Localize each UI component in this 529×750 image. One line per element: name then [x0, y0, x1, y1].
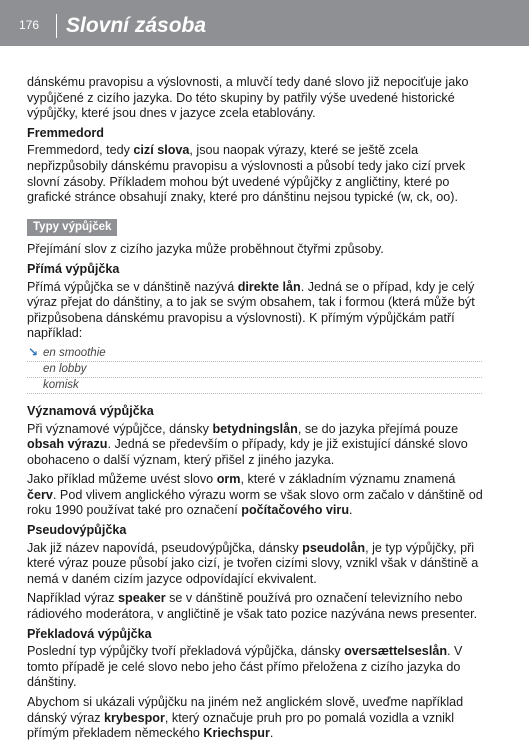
term-bold: speaker — [118, 591, 166, 606]
term-bold: cizí slova — [133, 143, 190, 158]
example-text: komisk — [43, 378, 79, 391]
list-item — [27, 346, 482, 362]
term-bold: červ — [27, 487, 53, 502]
text-run: Abychom si ukázali výpůjčku na jiném než anglickém slově, uveďme například dánský výraz — [27, 695, 464, 725]
text-run: , se do jazyka přejímá pouze — [297, 421, 459, 436]
term-bold: orm — [216, 472, 241, 487]
term-bold: počítačového viru — [241, 503, 350, 518]
term-bold: direkte lån — [237, 279, 301, 294]
page-content — [27, 75, 487, 746]
page-number: 176 — [19, 18, 40, 32]
list-item — [27, 378, 482, 394]
pseudo-paragraph-1 — [27, 541, 487, 588]
text-run: Jak již název napovídá, pseudovýpůjčka, dánsky — [27, 540, 303, 555]
heading-vyznamova: Významová výpůjčka — [27, 403, 154, 418]
page-header — [0, 0, 529, 46]
heading-fremmedord: Fremmedord — [27, 125, 104, 140]
text-run: , které v základním významu znamená — [240, 472, 456, 487]
list-item — [27, 362, 482, 378]
text-run: . Pod vlivem anglického výrazu worm se však slovo orm začalo v dánštině od roku 1990 používat také pro označení — [27, 487, 483, 518]
text-run: , který označuje pruh pro po pomalá vozidla a vznikl přímým překladem německého — [27, 710, 455, 741]
heading-prekladova: Překladová výpůjčka — [27, 626, 152, 641]
example-list — [27, 346, 487, 394]
text-run: . Jedná se o případ, kdy je celý výraz přejat do dánštiny, a to jak se svým obsahem, tak i formou (která může být přizpůsobena dánskému pravopisu a výslovnosti). K přímým výpůjčkám patří například: — [27, 279, 475, 341]
vyznamova-paragraph-2 — [27, 472, 487, 519]
text-run: . — [349, 503, 353, 518]
example-text: en smoothie — [43, 346, 106, 359]
term-bold: krybespor — [104, 710, 165, 725]
text-run: . V tomto případě je celé slovo nebo jeho část přímo přeložena z cizího jazyka do dánštiny. — [27, 644, 463, 690]
text-run: Jako příklad můžeme uvést slovo — [27, 472, 217, 487]
term-bold: pseudolån — [302, 540, 366, 555]
text-run: , je typ výpůjčky, při které výraz pouze působí jako cizí, je tvořen cizími slovy, vznikl však v dánštině a nemá v daném cizím jazyce odpovídající ekvivalent. — [27, 540, 479, 586]
text-run: Fremmedord, tedy — [27, 143, 134, 158]
intro-paragraph: dánskému pravopisu a výslovnosti, a mluvčí tedy dané slovo již nepociťuje jako vypůjčené z cizího jazyka. Do této skupiny by patřily výše uvedené historické výpůjčky, které jsou dnes v jazyce zcela etablovány. — [27, 75, 469, 121]
prima-paragraph — [27, 280, 487, 342]
fremmedord-paragraph — [27, 143, 487, 205]
text-run: , jsou naopak výrazy, které se ještě zcela nepřizpůsobily dánskému pravopisu a výslovnosti a působí tedy jako cizí prvek slovní zásoby. Příkladem mohou být uvedené výpůjčky z angličtiny, které po grafické stránce obsahují znaky, které pro dánštinu nejsou typické (w, ck, oo). — [27, 143, 466, 205]
term-bold: obsah výrazu — [27, 437, 108, 452]
term-bold: Kriechspur — [203, 726, 270, 741]
prekladova-paragraph-1 — [27, 644, 487, 691]
heading-pseudo: Pseudovýpůjčka — [27, 523, 127, 538]
text-run: . Jedná se především o případy, kdy je již existující dánské slovo obohaceno o další význam, který přišel z jiného jazyka. — [27, 437, 468, 467]
prekladova-paragraph-2 — [27, 695, 487, 742]
text-run: Přímá výpůjčka se v dánštině nazývá — [27, 279, 238, 294]
header-divider — [56, 14, 57, 38]
text-run: Poslední typ výpůjčky tvoří překladová výpůjčka, dánsky — [27, 644, 345, 659]
example-text: en lobby — [43, 362, 87, 375]
chapter-title: Slovní zásoba — [66, 14, 207, 37]
term-bold: oversættelseslån — [344, 644, 448, 659]
typy-intro: Přejímání slov z cizího jazyka může proběhnout čtyřmi způsoby. — [27, 242, 384, 257]
text-run: . — [269, 726, 274, 741]
heading-prima: Přímá výpůjčka — [27, 261, 120, 276]
text-run: Při významové výpůjčce, dánsky — [27, 421, 213, 436]
pseudo-paragraph-2 — [27, 591, 487, 622]
text-run: Například výraz — [27, 591, 118, 606]
term-bold: betydningslån — [212, 421, 298, 436]
vyznamova-paragraph-1 — [27, 422, 487, 469]
arrow-icon: ↘ — [28, 344, 39, 359]
section-tag-typy: Typy výpůjček — [27, 219, 117, 237]
text-run: se v dánštině používá pro označení televizního nebo rádiového moderátora, v angličtině je však tato pozice nazývána news presenter. — [27, 591, 478, 622]
